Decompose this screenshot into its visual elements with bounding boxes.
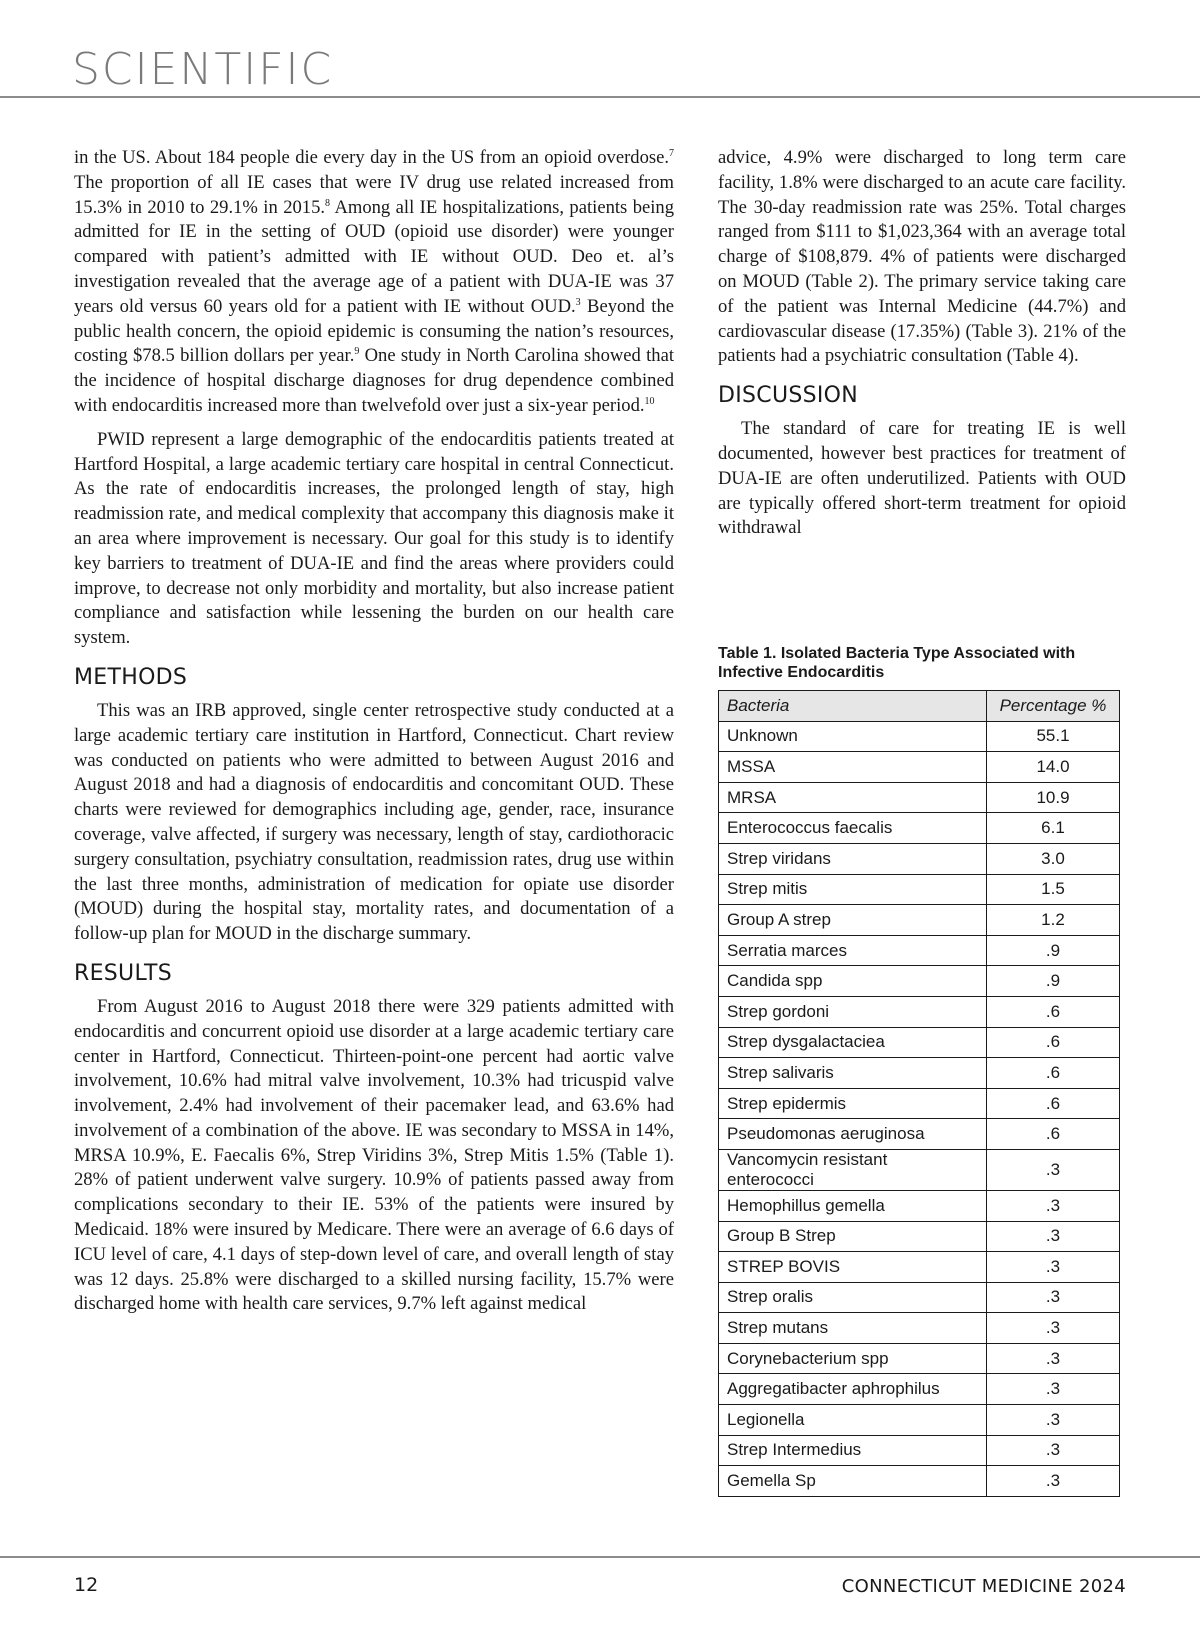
table-row [719, 1252, 1120, 1283]
percentage-cell: 14.0 [987, 752, 1120, 783]
results-heading: RESULTS [74, 960, 172, 986]
percentage-cell: .6 [987, 1027, 1120, 1058]
table-1-title: Table 1. Isolated Bacteria Type Associated with Infective Endocarditis [718, 645, 1076, 681]
table-row [719, 1313, 1120, 1344]
header-rule [0, 96, 1200, 98]
table-row [719, 782, 1120, 813]
table-row [719, 1282, 1120, 1313]
percentage-cell: .6 [987, 1058, 1120, 1089]
table-row [719, 966, 1120, 997]
bacteria-name-cell: Strep mitis [719, 874, 987, 905]
intro-text-1: in the US. About 184 people die every day in the US from an opioid overdose. [74, 147, 669, 168]
table-row [719, 1190, 1120, 1221]
table-row [719, 1088, 1120, 1119]
table-row [719, 874, 1120, 905]
bacteria-name-cell: Strep oralis [719, 1282, 987, 1313]
intro-text-5: One study in North Carolina showed that the incidence of hospital discharge diagnoses for drug dependence combined with endocarditis increased more than twelvefold over just a six-year period. [74, 345, 674, 416]
bacteria-name-cell: Corynebacterium spp [719, 1343, 987, 1374]
table-row [719, 1149, 1120, 1190]
table-header-row [719, 691, 1120, 722]
table-row [719, 752, 1120, 783]
bacteria-name-cell: Aggregatibacter aphrophilus [719, 1374, 987, 1405]
table-row [719, 1405, 1120, 1436]
bacteria-name-cell: Serratia marces [719, 935, 987, 966]
percentage-cell: .3 [987, 1435, 1120, 1466]
table-row [719, 905, 1120, 936]
bacteria-name-cell: Gemella Sp [719, 1466, 987, 1497]
header-percentage: Percentage % [987, 691, 1120, 722]
percentage-cell: .9 [987, 935, 1120, 966]
percentage-cell: .3 [987, 1221, 1120, 1252]
bacteria-name-cell: Unknown [719, 721, 987, 752]
citation-7: 7 [669, 148, 674, 159]
methods-paragraph: This was an IRB approved, single center retrospective study conducted at a large academic tertiary care institution in Hartford, Connecticut. Chart review was conducted on patients who were admitted to between August 2016 and August 2018 and had a diagnosis of endocarditis and concomitant OUD. These charts were reviewed for demographics including age, gender, race, insurance coverage, valve affected, if surgery was necessary, length of stay, cardiothoracic surgery consultation, psychiatry consultation, readmission rates, drug use within the last three months, administration of medication for opiate use disorder (MOUD) during the hospital stay, mortality rates, and documentation of a follow-up plan for MOUD in the discharge summary. [74, 699, 674, 945]
table-row [719, 1466, 1120, 1497]
percentage-cell: .3 [987, 1374, 1120, 1405]
percentage-cell: .3 [987, 1282, 1120, 1313]
intro-text-4: Beyond the public health concern, the opioid epidemic is consuming the nation’s resources, costing $78.5 billion dollars per year. [74, 295, 674, 367]
table-row [719, 1343, 1120, 1374]
percentage-cell: 6.1 [987, 813, 1120, 844]
bacteria-name-cell: Candida spp [719, 966, 987, 997]
percentage-cell: .3 [987, 1313, 1120, 1344]
percentage-cell: .3 [987, 1252, 1120, 1283]
citation-10: 10 [644, 395, 655, 407]
table-row [719, 1119, 1120, 1150]
bacteria-name-cell: STREP BOVIS [719, 1252, 987, 1283]
bacteria-name-cell: Hemophillus gemella [719, 1190, 987, 1221]
bacteria-table [718, 690, 1120, 1497]
table-1 [718, 644, 1120, 1497]
citation-9: 9 [354, 346, 360, 358]
bacteria-name-cell: Strep dysgalactaciea [719, 1027, 987, 1058]
footer-rule [0, 1556, 1200, 1558]
intro-text-3: Among all IE hospitalizations, patients being admitted for IE in the setting of OUD (opioid use disorder) were younger compared with patient’s admitted with IE without OUD. Deo et. al’s investigation revealed that the average age of a patient with DUA-IE was 37 years old versus 60 years old for a patient with IE without OUD. [74, 196, 675, 317]
percentage-cell: .3 [987, 1190, 1120, 1221]
intro-text-2: The proportion of all IE cases that were IV drug use related increased from 15.3% in 2010 to 29.1% in 2015. [74, 171, 674, 218]
bacteria-name-cell: Strep Intermedius [719, 1435, 987, 1466]
table-row [719, 843, 1120, 874]
bacteria-name-cell: Pseudomonas aeruginosa [719, 1119, 987, 1150]
bacteria-name-cell: Strep viridans [719, 843, 987, 874]
table-row [719, 1058, 1120, 1089]
table-row [719, 1221, 1120, 1252]
bacteria-name-cell: Enterococcus faecalis [719, 813, 987, 844]
section-header: SCIENTIFIC [72, 44, 334, 95]
results-paragraph: From August 2016 to August 2018 there were 329 patients admitted with endocarditis and concurrent opioid use disorder at a large academic tertiary care center in Hartford, Connecticut. Thirteen-point-one percent had aortic valve involvement, 10.6% had mitral valve involvement, 10.3% had tricuspid valve involvement, 2.4% had involvement of their pacemaker lead, and 63.6% had involvement of a combination of the above. IE was secondary to MSSA in 14%, MRSA 10.9%, E. Faecalis 6%, Strep Viridins 3%, Strep Mitis 1.5% (Table 1). 28% of patient underwent valve surgery. 10.9% of patients passed away from complications secondary to their IE. 53% of the patients were insured by Medicaid. 18% were insured by Medicare. There were an average of 6.6 days of ICU level of care, 4.1 days of step-down level of care, and overall length of stay was 12 days. 25.8% were discharged to a skilled nursing facility, 15.7% were discharged home with health care services, 9.7% left against medical [74, 995, 674, 1315]
table-row [719, 996, 1120, 1027]
bacteria-name-cell: Vancomycin resistant enterococci [719, 1149, 987, 1190]
table-row [719, 813, 1120, 844]
percentage-cell: .3 [987, 1149, 1120, 1190]
bacteria-name-cell: Strep mutans [719, 1313, 987, 1344]
percentage-cell: .3 [987, 1466, 1120, 1497]
results-continued-paragraph: advice, 4.9% were discharged to long term care facility, 1.8% were discharged to an acute care facility. The 30-day readmission rate was 25%. Total charges ranged from $111 to $1,023,364 with an average total charge of $108,879. 4% of patients were discharged on MOUD (Table 2). The primary service taking care of the patient was Internal Medicine (44.7%) and cardiovascular disease (17.35%) (Table 3). 21% of the patients had a psychiatric consultation (Table 4). [718, 147, 1126, 367]
intro-paragraph [74, 146, 674, 419]
percentage-cell: .6 [987, 1088, 1120, 1119]
percentage-cell: 1.2 [987, 905, 1120, 936]
table-row [719, 1435, 1120, 1466]
bacteria-name-cell: Strep gordoni [719, 996, 987, 1027]
percentage-cell: 55.1 [987, 721, 1120, 752]
percentage-cell: .6 [987, 996, 1120, 1027]
pwid-paragraph: PWID represent a large demographic of the endocarditis patients treated at Hartford Hospital, a large academic tertiary care hospital in central Connecticut. As the rate of endocarditis increases, the prolonged length of stay, high readmission rate, and medical complexity that accompany this diagnosis make it an area where improvement is necessary. Our goal for this study is to identify key barriers to treatment of DUA-IE and find the areas where providers could improve, to decrease not only morbidity and mortality, but also increase patient compliance and satisfaction while lessening the burden on our health care system. [74, 428, 674, 649]
right-column [718, 146, 1126, 541]
percentage-cell: .3 [987, 1405, 1120, 1436]
left-column [74, 146, 674, 1317]
bacteria-name-cell: MRSA [719, 782, 987, 813]
table-body [719, 721, 1120, 1496]
citation-3: 3 [575, 296, 581, 308]
percentage-cell: .6 [987, 1119, 1120, 1150]
discussion-paragraph: The standard of care for treating IE is well documented, however best practices for treatment of DUA-IE are often underutilized. Patients with OUD are typically offered short-term treatment for opioid withdrawal [718, 418, 1126, 539]
table-row [719, 935, 1120, 966]
percentage-cell: 10.9 [987, 782, 1120, 813]
journal-name: CONNECTICUT MEDICINE 2024 [841, 1576, 1126, 1597]
page-number: 12 [74, 1574, 99, 1596]
bacteria-name-cell: Strep epidermis [719, 1088, 987, 1119]
table-row [719, 1027, 1120, 1058]
table-row [719, 1374, 1120, 1405]
percentage-cell: 1.5 [987, 874, 1120, 905]
discussion-heading: DISCUSSION [718, 383, 859, 409]
citation-8: 8 [325, 197, 331, 209]
percentage-cell: .3 [987, 1343, 1120, 1374]
percentage-cell: .9 [987, 966, 1120, 997]
bacteria-name-cell: Group B Strep [719, 1221, 987, 1252]
methods-heading: METHODS [74, 664, 188, 690]
bacteria-name-cell: MSSA [719, 752, 987, 783]
percentage-cell: 3.0 [987, 843, 1120, 874]
table-row [719, 721, 1120, 752]
bacteria-name-cell: Legionella [719, 1405, 987, 1436]
bacteria-name-cell: Strep salivaris [719, 1058, 987, 1089]
header-bacteria: Bacteria [719, 691, 987, 722]
bacteria-name-cell: Group A strep [719, 905, 987, 936]
